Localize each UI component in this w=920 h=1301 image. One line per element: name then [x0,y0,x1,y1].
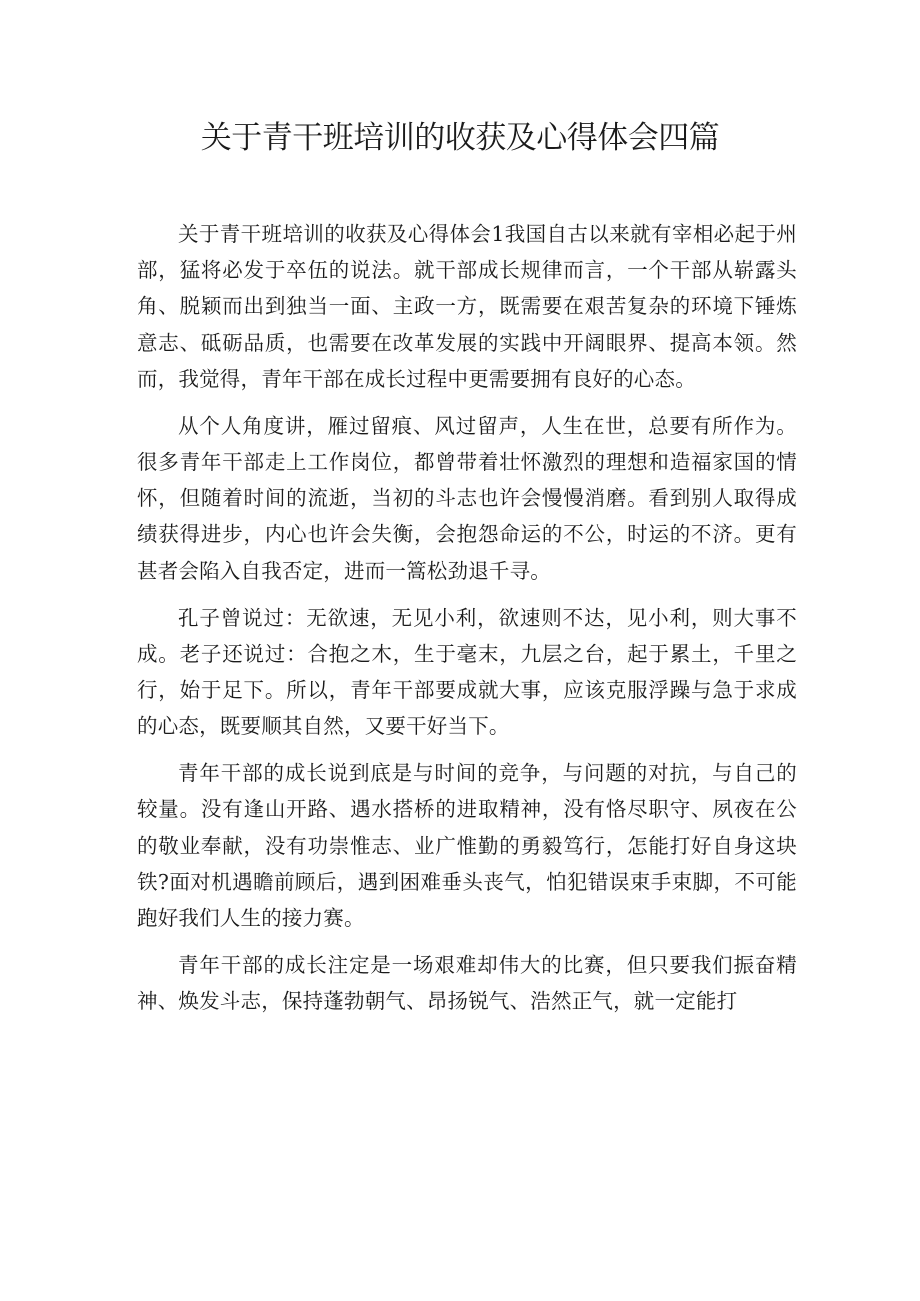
paragraph-5: 青年干部的成长注定是一场艰难却伟大的比赛，但只要我们振奋精神、焕发斗志，保持蓬勃朝气、昂扬锐气、浩然正气，就一定能打 [137,953,797,1014]
paragraph-2: 从个人角度讲，雁过留痕、风过留声，人生在世，总要有所作为。很多青年干部走上工作岗位，都曾带着壮怀激烈的理想和造福家国的情怀，但随着时间的流逝，当初的斗志也许会慢慢消磨。看到别人取得成绩获得进步，内心也许会失衡，会抱怨命运的不公，时运的不济。更有甚者会陷入自我否定，进而一篙松劲退千寻。 [137,413,797,583]
document-title: 关于青干班培训的收获及心得体会四篇 [200,120,720,156]
paragraph-1: 关于青干班培训的收获及心得体会1我国自古以来就有宰相必起于州部，猛将必发于卒伍的说法。就干部成长规律而言，一个干部从崭露头角、脱颖而出到独当一面、主政一方，既需要在艰苦复杂的环境下锤炼意志、砥砺品质，也需要在改革发展的实践中开阔眼界、提高本领。然而，我觉得，青年干部在成长过程中更需要拥有良好的心态。 [137,222,797,391]
paragraph-3: 孔子曾说过：无欲速，无见小利，欲速则不达，见小利，则大事不成。老子还说过：合抱之木，生于毫末，九层之台，起于累土，千里之行，始于足下。所以，青年干部要成就大事，应该克服浮躁与急于求成的心态，既要顺其自然，又要干好当下。 [137,605,797,739]
document-body [137,216,797,1030]
paragraph-4: 青年干部的成长说到底是与时间的竞争，与问题的对抗，与自己的较量。没有逢山开路、遇水搭桥的进取精神，没有恪尽职守、夙夜在公的敬业奉献，没有功崇惟志、业广惟勤的勇毅笃行，怎能打好自身这块铁?面对机遇瞻前顾后，遇到困难垂头丧气，怕犯错误束手束脚，不可能跑好我们人生的接力赛。 [137,761,797,931]
